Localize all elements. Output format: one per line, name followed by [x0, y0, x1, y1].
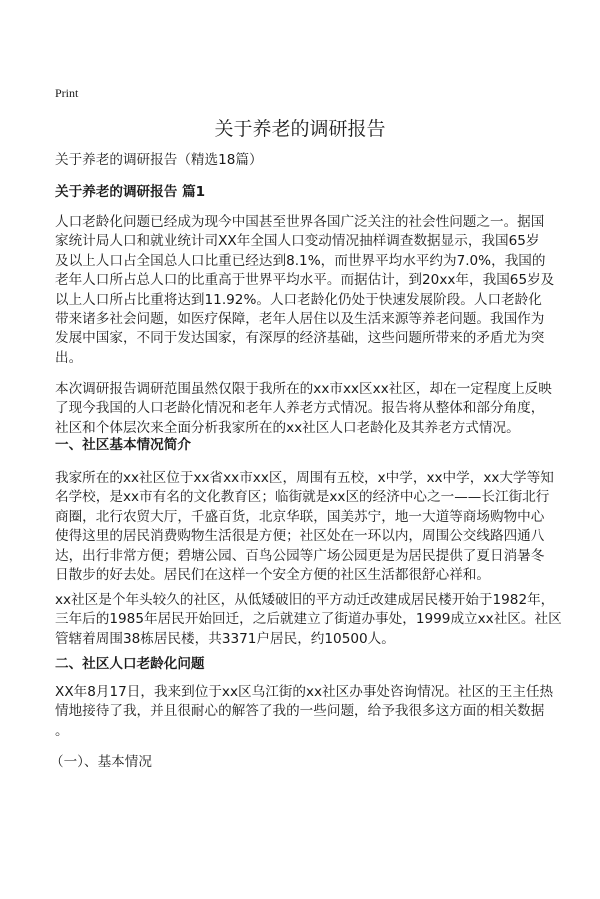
- paragraph-line: 老年人口所占总人口的比重高于世界平均水平。而据估计，到20xx年，我国65岁及: [55, 272, 555, 289]
- paragraph: [55, 380, 575, 438]
- paragraph-line: 我家所在的xx社区位于xx省xx市xx区，周围有五校，x中学，xx中学，xx大学等知: [55, 470, 554, 486]
- subsection-heading: （一）、基本情况: [50, 754, 152, 770]
- paragraph-line: 日散步的好去处。居民们在这样一个安全方便的社区生活都很舒心祥和。: [55, 567, 490, 584]
- paragraph-line: 三年后的1985年居民开始回迁，之后就建立了街道办事处，1999成立xx社区。社区: [55, 611, 562, 628]
- paragraph-line: 带来诸多社会问题，如医疗保障，老年人居住以及生活来源等养老问题。我国作为: [55, 311, 545, 328]
- paragraph: [55, 213, 575, 368]
- paragraph: [55, 591, 575, 649]
- section-heading: 二、社区人口老龄化问题: [55, 656, 205, 672]
- paragraph-line: 以上人口所占比重将达到11.92%。人口老龄化仍处于快速发展阶段。人口老龄化: [55, 291, 542, 308]
- paragraph-line: 人口老龄化问题已经成为现今中国甚至世界各国广泛关注的社会性问题之一。据国: [55, 214, 545, 230]
- article-heading: 关于养老的调研报告 篇1: [55, 184, 206, 200]
- paragraph-line: 情地接待了我，并且很耐心的解答了我的一些问题，给予我很多这方面的相关数据: [55, 703, 545, 720]
- paragraph: [55, 683, 575, 741]
- section-heading: 一、社区基本情况简介: [55, 437, 191, 453]
- paragraph-line: XX年8月17日，我来到位于xx区乌江街的xx社区办事处咨询情况。社区的王主任热: [55, 684, 554, 700]
- paragraph-line: 了现今我国的人口老龄化情况和老年人养老方式情况。报告将从整体和部分角度，: [55, 400, 545, 417]
- paragraph-line: 发展中国家，不同于发达国家，有深厚的经济基础，这些问题所带来的矛盾尤为突: [55, 330, 545, 347]
- paragraph-line: 使得这里的居民消费购物生活很是方便；社区处在一环以内，周围公交线路四通八: [55, 528, 545, 545]
- paragraph-line: 管辖着周围38栋居民楼，共3371户居民，约10500人。: [55, 630, 395, 647]
- paragraph-line: xx社区是个年头较久的社区，从低矮破旧的平方动迁改建成居民楼开始于1982年，: [55, 592, 555, 608]
- paragraph-line: 达，出行非常方便；碧塘公园、百鸟公园等广场公园更是为居民提供了夏日消暑冬: [55, 547, 545, 564]
- paragraph-line: 。: [55, 722, 69, 739]
- print-label: Print: [55, 86, 79, 100]
- paragraph-line: 本次调研报告调研范围虽然仅限于我所在的xx市xx区xx社区，却在一定程度上反映: [55, 381, 552, 397]
- paragraph-line: 出。: [55, 349, 83, 366]
- paragraph: [55, 469, 575, 585]
- paragraph-line: 及以上人口占全国总人口比重已经达到8.1%，而世界平均水平约为7.0%，我国的: [55, 252, 546, 269]
- paragraph-line: 家统计局人口和就业统计司XX年全国人口变动情况抽样调查数据显示，我国65岁: [55, 233, 540, 250]
- paragraph-line: 社区和个体层次来全面分析我家所在的xx社区人口老龄化及其养老方式情况。: [55, 419, 520, 436]
- paragraph-line: 商圈，北行农贸大厅，千盛百货，北京华联，国美苏宁，地一大道等商场购物中心: [55, 508, 545, 525]
- paragraph-line: 名学校，是xx市有名的文化教育区；临街就是xx区的经济中心之一——长江街北行: [55, 489, 550, 506]
- subtitle: 关于养老的调研报告（精选18篇）: [55, 152, 263, 168]
- page-title: 关于养老的调研报告: [214, 118, 386, 140]
